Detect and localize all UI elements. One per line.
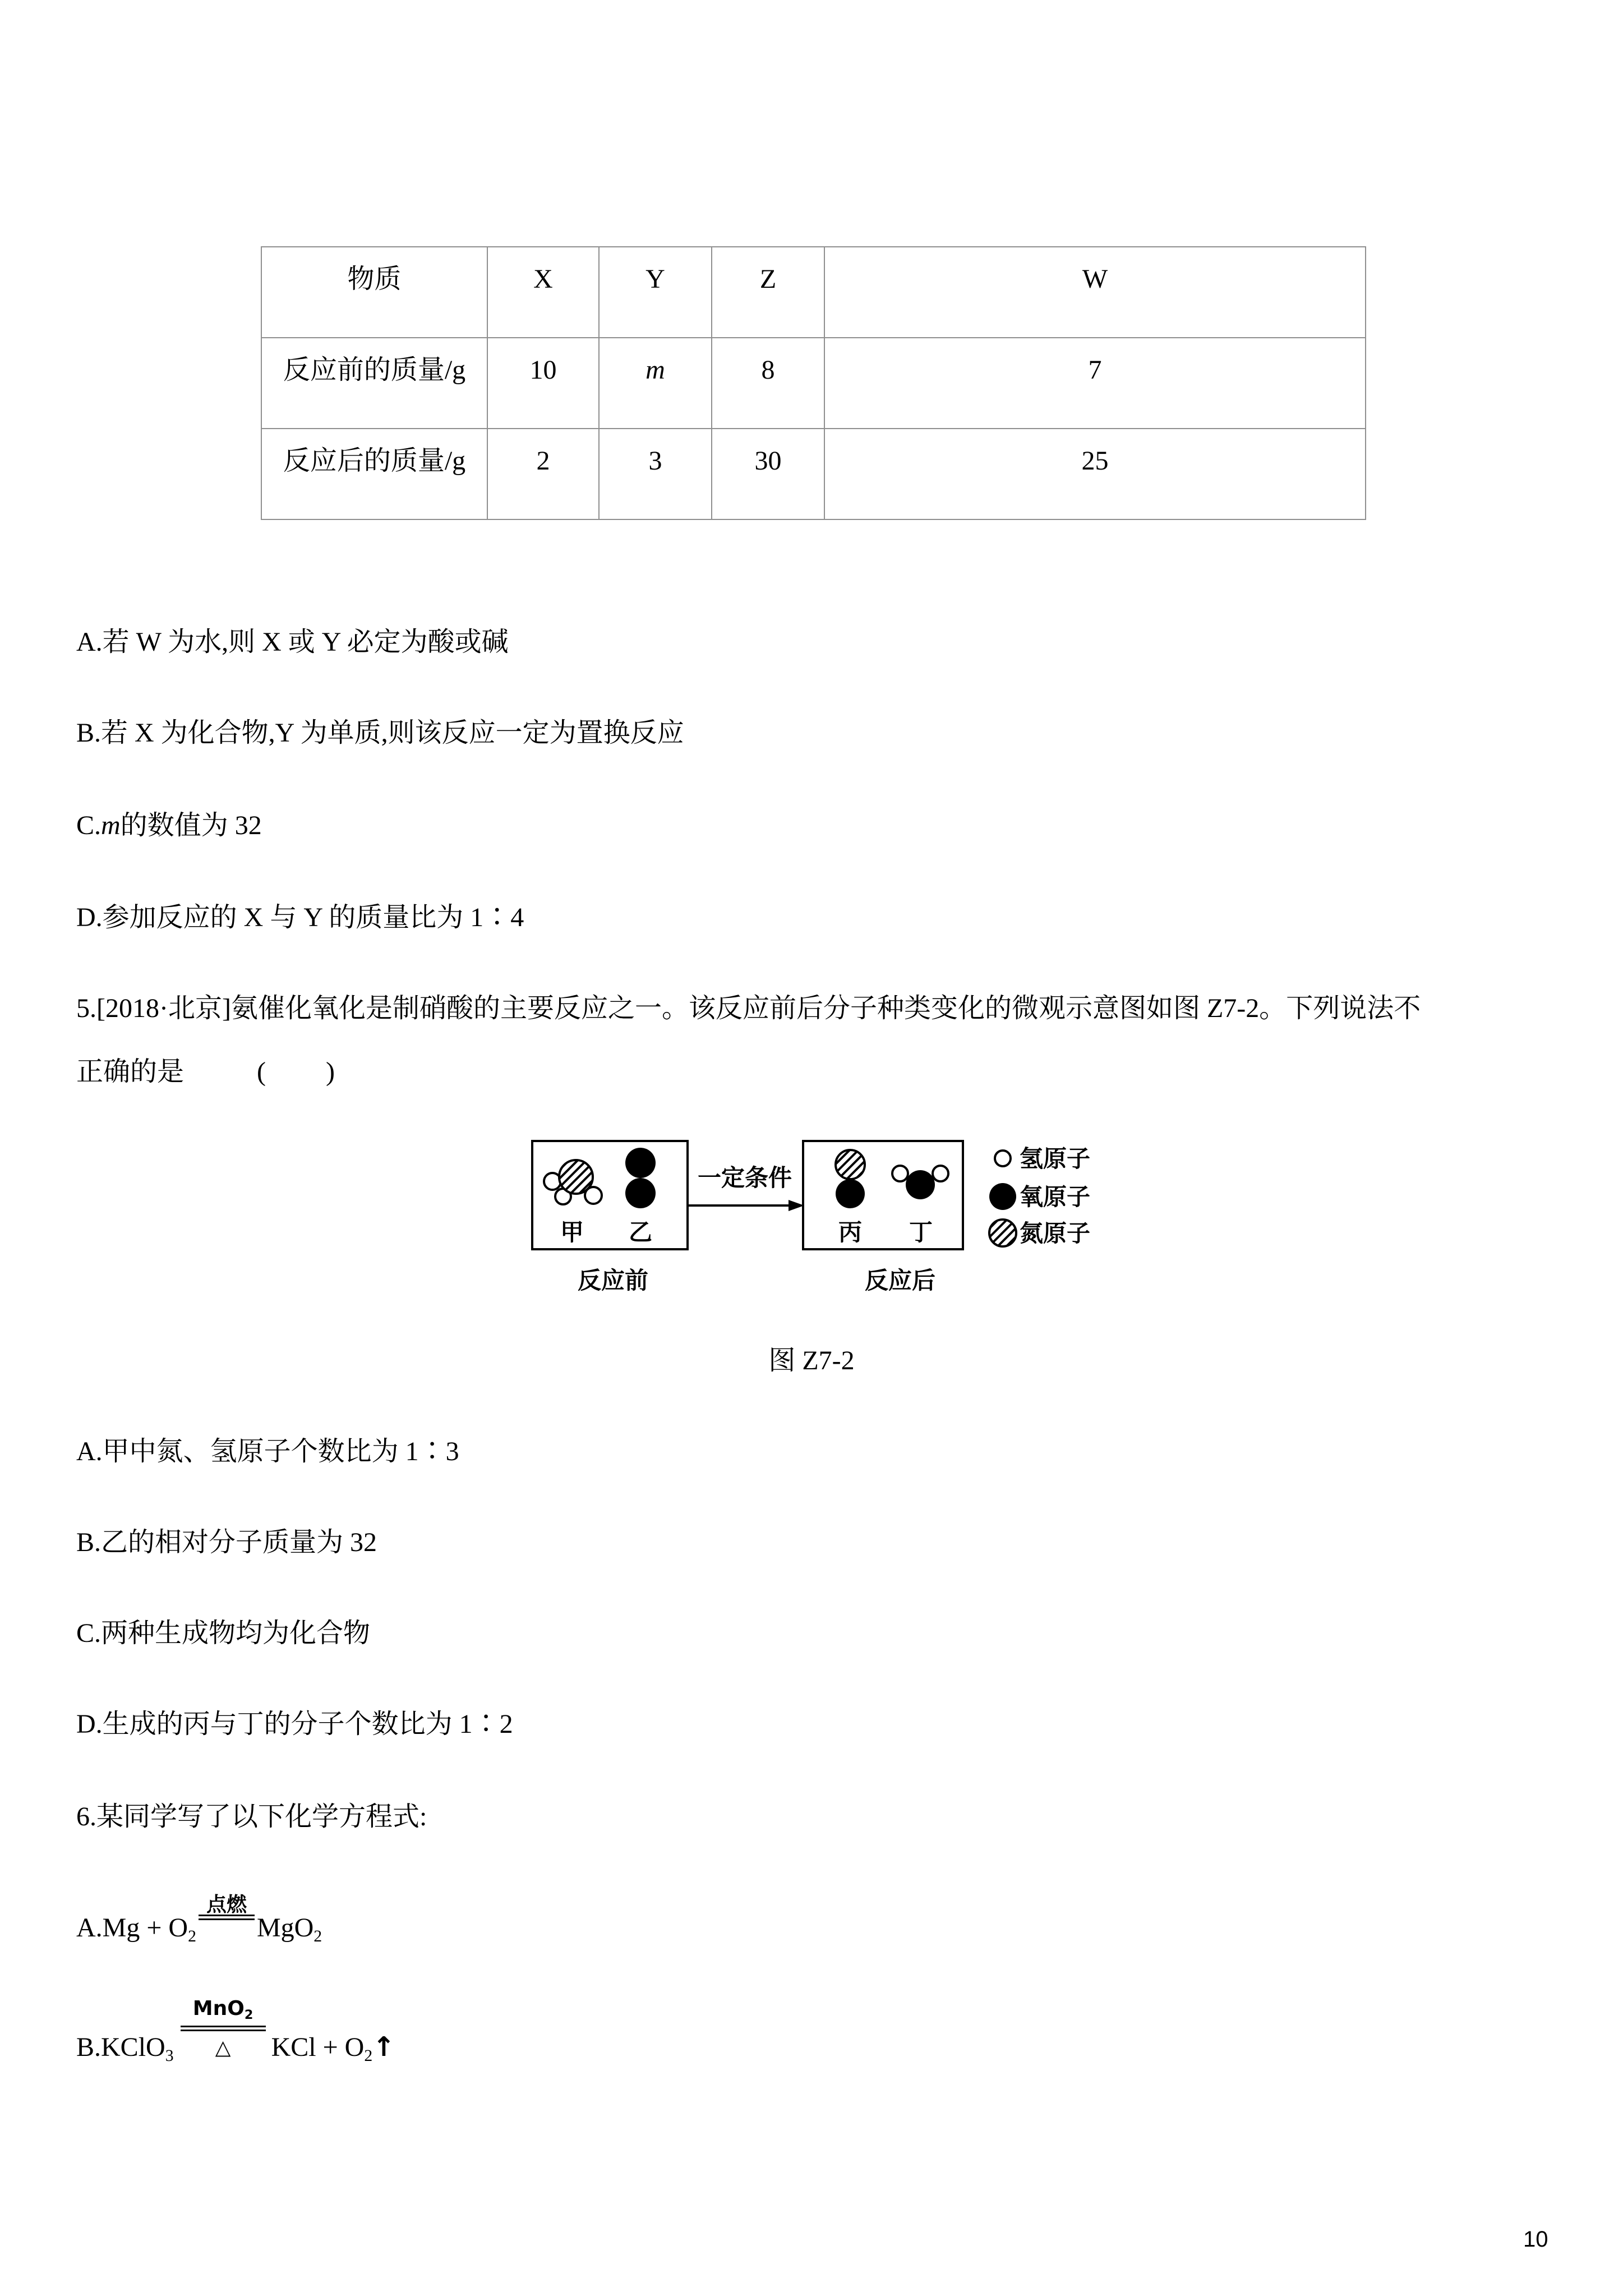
page-number: 10 bbox=[1523, 2227, 1548, 2252]
reaction-condition-label: 一定条件 bbox=[697, 1164, 792, 1191]
equation-b-product-subscript: 2 bbox=[364, 2046, 373, 2065]
table-row bbox=[261, 429, 1366, 519]
equation-a bbox=[76, 1893, 322, 1945]
q4-option-c-variable: m bbox=[101, 811, 121, 840]
q5-option-a: A.甲中氮、氢原子个数比为 1∶3 bbox=[76, 1437, 459, 1466]
oxygen-atom bbox=[625, 1148, 656, 1178]
table-cell: 7 bbox=[824, 338, 1366, 429]
legend bbox=[989, 1145, 1090, 1247]
reaction-arrow bbox=[688, 1200, 804, 1211]
oxygen-atom bbox=[836, 1179, 865, 1208]
equation-a-condition bbox=[199, 1893, 255, 1945]
table-cell: 30 bbox=[712, 429, 824, 519]
legend-nitrogen-label: 氮原子 bbox=[1020, 1220, 1091, 1247]
q5-stem-line2-text: 正确的是 bbox=[76, 1057, 185, 1087]
answer-blank: ( ) bbox=[257, 1057, 338, 1087]
label-yi: 乙 bbox=[628, 1218, 653, 1246]
after-reaction-label: 反应后 bbox=[864, 1267, 936, 1294]
q5-stem-line2 bbox=[76, 1055, 338, 1089]
q6-stem: 6.某同学写了以下化学方程式: bbox=[76, 1802, 427, 1832]
q4-option-c bbox=[76, 809, 262, 843]
label-ding: 丁 bbox=[909, 1218, 933, 1246]
header-cell-substance: 物质 bbox=[261, 247, 487, 338]
row-label-before: 反应前的质量/g bbox=[261, 338, 487, 429]
q4-option-b: B.若 X 为化合物,Y 为单质,则该反应一定为置换反应 bbox=[76, 718, 684, 748]
label-bing: 丙 bbox=[838, 1218, 863, 1246]
gas-arrow-icon: ↑ bbox=[372, 2031, 395, 2063]
equation-a-reactant-subscript: 2 bbox=[188, 1926, 196, 1945]
before-reaction-label: 反应前 bbox=[577, 1267, 649, 1294]
equation-b-products: KCl + O bbox=[271, 2032, 365, 2062]
q4-option-c-label: C. bbox=[76, 811, 102, 840]
table-header-row bbox=[261, 247, 1366, 338]
table-cell: 8 bbox=[712, 338, 824, 429]
header-cell-w: W bbox=[824, 247, 1366, 338]
legend-oxygen-icon bbox=[989, 1183, 1016, 1210]
q4-option-a: A.若 W 为水,则 X 或 Y 必定为酸或碱 bbox=[76, 627, 509, 657]
table-cell: m bbox=[599, 338, 712, 429]
equals-double-line bbox=[181, 2026, 266, 2031]
catalyst-formula: MnO bbox=[192, 1997, 245, 2020]
q5-option-d: D.生成的丙与丁的分子个数比为 1∶2 bbox=[76, 1709, 513, 1739]
after-reaction-box bbox=[803, 1141, 963, 1249]
molecule-ding bbox=[892, 1166, 948, 1199]
condition-ignite-label: 点燃 bbox=[206, 1893, 247, 1916]
molecule-yi bbox=[625, 1148, 656, 1208]
header-cell-x: X bbox=[487, 247, 599, 338]
oxygen-atom bbox=[625, 1178, 656, 1208]
legend-nitrogen-icon bbox=[989, 1220, 1016, 1246]
nitrogen-atom bbox=[836, 1150, 865, 1179]
molecule-jia bbox=[544, 1160, 602, 1204]
header-cell-y: Y bbox=[599, 247, 712, 338]
equation-b-reactant-subscript: 3 bbox=[165, 2046, 174, 2065]
equation-a-reactants: A.Mg + O bbox=[76, 1913, 188, 1943]
nitrogen-atom bbox=[559, 1160, 593, 1194]
q5-option-b: B.乙的相对分子质量为 32 bbox=[76, 1527, 377, 1557]
equation-a-product: MgO bbox=[256, 1913, 314, 1943]
q5-stem-line1: 5.[2018·北京]氨催化氧化是制硝酸的主要反应之一。该反应前后分子种类变化的微观示意图如图 Z7-2。下列说法不 bbox=[76, 993, 1421, 1023]
hydrogen-atom bbox=[933, 1166, 948, 1181]
table-cell: 2 bbox=[487, 429, 599, 519]
equation-b bbox=[76, 1997, 395, 2065]
catalyst-subscript: 2 bbox=[244, 2007, 253, 2022]
figure-caption: 图 Z7-2 bbox=[768, 1346, 855, 1375]
label-jia: 甲 bbox=[560, 1218, 584, 1246]
legend-hydrogen-icon bbox=[995, 1151, 1011, 1166]
molecule-bing bbox=[836, 1150, 865, 1208]
equals-double-line bbox=[199, 1915, 255, 1920]
q4-option-c-text: 的数值为 32 bbox=[120, 811, 262, 840]
catalyst-label bbox=[181, 1996, 266, 2023]
header-cell-z: Z bbox=[712, 247, 824, 338]
legend-hydrogen-label: 氢原子 bbox=[1020, 1145, 1091, 1172]
mass-table bbox=[261, 246, 1366, 520]
equation-a-product-subscript: 2 bbox=[313, 1926, 322, 1945]
heat-symbol: △ bbox=[215, 2036, 231, 2059]
table-cell: 25 bbox=[824, 429, 1366, 519]
table-cell: 3 bbox=[599, 429, 712, 519]
q4-option-d: D.参加反应的 X 与 Y 的质量比为 1∶4 bbox=[76, 903, 524, 932]
reaction-diagram bbox=[522, 1128, 1138, 1301]
equation-b-condition bbox=[181, 1997, 266, 2064]
table-cell: 10 bbox=[487, 338, 599, 429]
row-label-after: 反应后的质量/g bbox=[261, 429, 487, 519]
equation-b-reactant: B.KClO bbox=[76, 2032, 165, 2062]
table-row bbox=[261, 338, 1366, 429]
hydrogen-atom bbox=[892, 1166, 908, 1181]
oxygen-atom bbox=[906, 1170, 935, 1199]
q5-option-c: C.两种生成物均为化合物 bbox=[76, 1618, 371, 1648]
legend-oxygen-label: 氧原子 bbox=[1020, 1183, 1091, 1211]
